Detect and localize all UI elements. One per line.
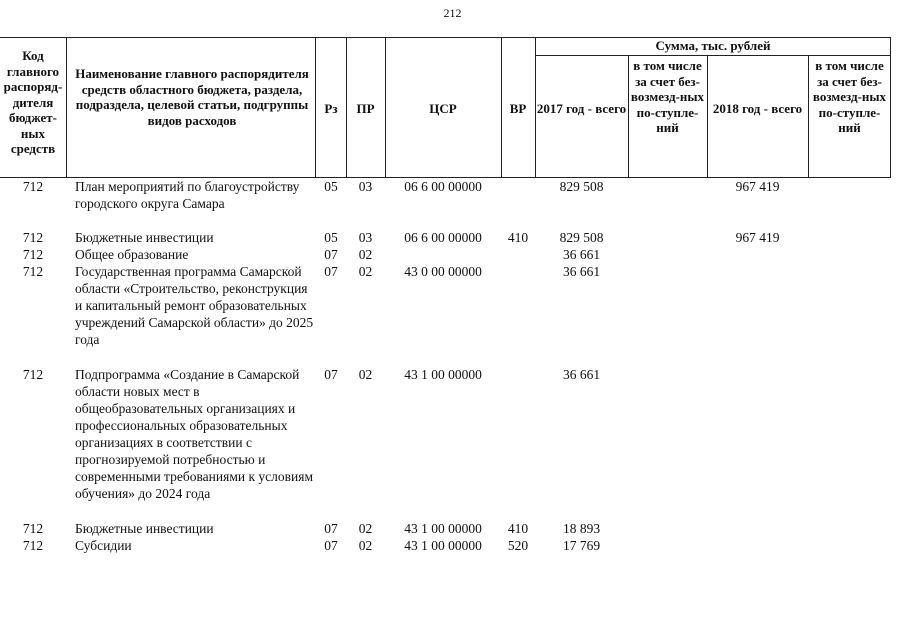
row-sum-2017: 36 661 bbox=[562, 264, 601, 279]
header-free-2017: в том числе за счет без-возмезд-ных по-ступле-ний bbox=[630, 58, 705, 135]
row-vr: 520 bbox=[507, 538, 529, 553]
row-csr: 06 6 00 00000 bbox=[404, 179, 482, 194]
header-sum-2017: 2017 год - всего bbox=[536, 101, 627, 116]
header-sum: Сумма, тыс. рублей bbox=[655, 38, 771, 53]
row-name: План мероприятий по благоустройству городского округа Самара bbox=[75, 179, 300, 211]
row-sum-2018: 967 419 bbox=[735, 230, 780, 245]
row-code: 712 bbox=[22, 247, 44, 262]
row-sum-2018: 967 419 bbox=[735, 179, 780, 194]
row-sum-2017: 17 769 bbox=[562, 538, 601, 553]
row-csr: 43 1 00 00000 bbox=[404, 521, 482, 536]
row-sum-2017: 36 661 bbox=[562, 247, 601, 262]
row-rz: 07 bbox=[324, 521, 338, 536]
row-sum-2017: 829 508 bbox=[559, 230, 604, 245]
header-code: Код главного распоряд-дителя бюджет-ных средств bbox=[3, 48, 63, 156]
row-rz: 07 bbox=[324, 264, 338, 279]
row-pr: 02 bbox=[358, 538, 373, 553]
header-free-2018: в том числе за счет без-возмезд-ных по-ступле-ний bbox=[812, 58, 887, 135]
row-pr: 03 bbox=[358, 230, 373, 245]
row-rz: 07 bbox=[324, 538, 338, 553]
row-code: 712 bbox=[22, 264, 44, 279]
row-rz: 07 bbox=[324, 367, 338, 382]
row-sum-2017: 36 661 bbox=[562, 367, 601, 382]
row-rz: 05 bbox=[324, 230, 338, 245]
row-rz: 07 bbox=[324, 247, 338, 262]
row-name: Субсидии bbox=[75, 538, 132, 553]
row-sum-2017: 829 508 bbox=[559, 179, 604, 194]
row-code: 712 bbox=[22, 230, 44, 245]
page-number: 212 bbox=[443, 6, 462, 20]
header-sum-2018: 2018 год - всего bbox=[712, 101, 803, 116]
row-csr: 43 1 00 00000 bbox=[404, 538, 482, 553]
row-code: 712 bbox=[22, 367, 44, 382]
row-name: Бюджетные инвестиции bbox=[75, 230, 214, 245]
header-csr: ЦСР bbox=[429, 101, 457, 116]
row-code: 712 bbox=[22, 179, 44, 194]
header-name: Наименование главного распорядителя средств областного бюджета, раздела, подраздела, целевой статьи, подгруппы видов расходов bbox=[75, 66, 309, 128]
header-rz: Рз bbox=[324, 101, 338, 116]
row-csr: 43 1 00 00000 bbox=[404, 367, 482, 382]
row-sum-2017: 18 893 bbox=[562, 521, 601, 536]
row-pr: 02 bbox=[358, 264, 373, 279]
row-vr: 410 bbox=[507, 230, 529, 245]
row-rz: 05 bbox=[324, 179, 338, 194]
header-pr: ПР bbox=[356, 101, 375, 116]
row-pr: 02 bbox=[358, 367, 373, 382]
row-name: Бюджетные инвестиции bbox=[75, 521, 214, 536]
row-code: 712 bbox=[22, 521, 44, 536]
row-pr: 02 bbox=[358, 247, 373, 262]
row-name: Подпрограмма «Создание в Самарской области новых мест в общеобразовательных организациях и профессиональных образовательных организациях в соответствии с прогнозируемой потребностью и современными требованиями к условиям обучения» до 2024 года bbox=[75, 367, 313, 501]
row-vr: 410 bbox=[507, 521, 529, 536]
row-pr: 02 bbox=[358, 521, 373, 536]
row-pr: 03 bbox=[358, 179, 373, 194]
row-name: Государственная программа Самарской области «Строительство, реконструкция и капитальный ремонт образовательных учреждений Самарской области» до 2025 года bbox=[75, 264, 314, 347]
row-csr: 43 0 00 00000 bbox=[404, 264, 482, 279]
row-csr: 06 6 00 00000 bbox=[404, 230, 482, 245]
row-code: 712 bbox=[22, 538, 44, 553]
header-vr: ВР bbox=[509, 101, 527, 116]
row-name: Общее образование bbox=[75, 247, 189, 262]
